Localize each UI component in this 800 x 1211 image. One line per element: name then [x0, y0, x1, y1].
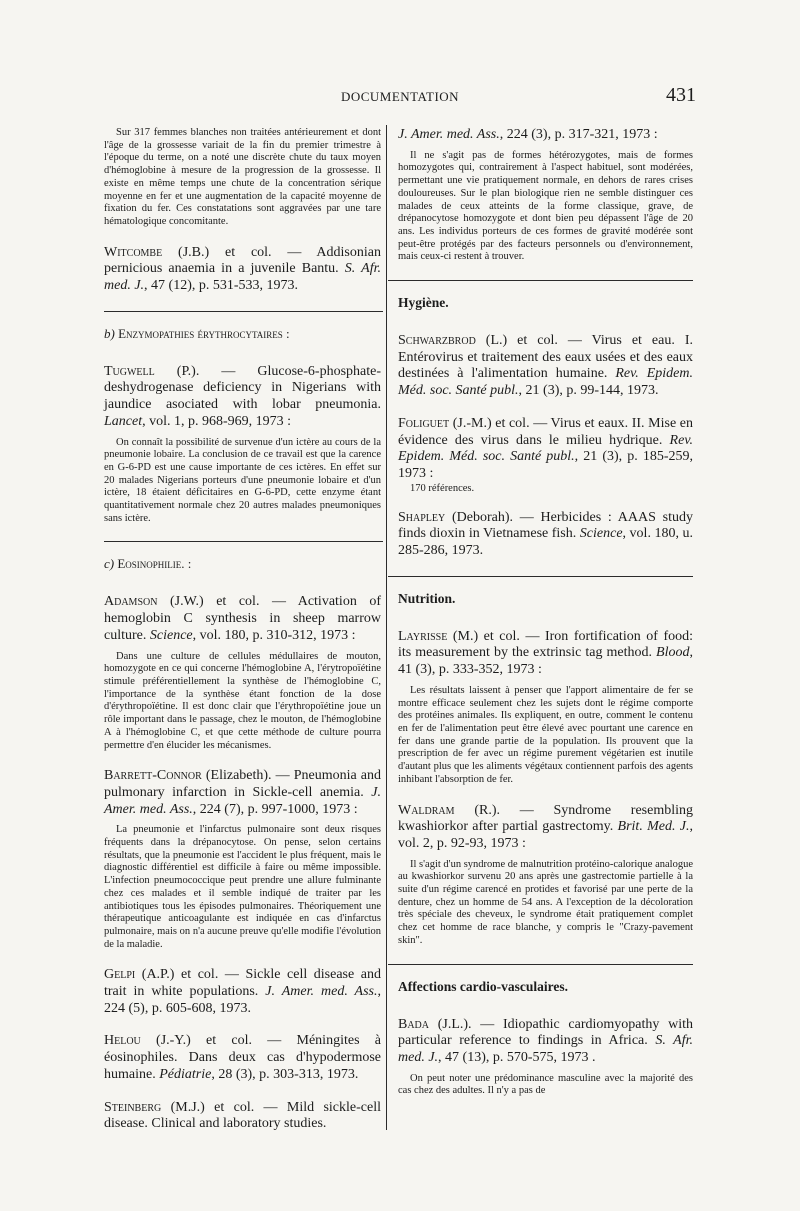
journal-name: Rev. Epidem. Méd. soc. Santé publ.: [398, 366, 693, 399]
section-title: Enzymopathies érythrocytaires :: [118, 325, 290, 341]
reference-foliguet: [398, 416, 693, 494]
reference-citation: [398, 510, 693, 560]
reference-bada: [398, 1017, 693, 1099]
author-name: Layrisse: [398, 628, 448, 644]
citation-details: , 47 (12), p. 531-533, 1973.: [144, 278, 299, 294]
author-name: Barrett-Connor: [104, 768, 202, 784]
reference-layrisse: [398, 629, 693, 787]
author-name: Shapley: [398, 509, 446, 525]
author-name: Schwarzbrod: [398, 333, 476, 349]
section-rule: [104, 541, 383, 542]
reference-citation: [398, 629, 693, 679]
author-initials: (A.P.): [135, 967, 175, 983]
author-initials: (Elizabeth).: [201, 768, 272, 784]
reference-shapley: [398, 510, 693, 560]
author-initials: (J.-M.): [449, 415, 492, 431]
reference-title: et col. — Virus et eau. I. Entérovirus et traitement des eaux usées et des eaux destinées à l'alimentation humaine.: [398, 333, 693, 382]
citation-details: , vol. 180, u. 285-286, 1973.: [398, 526, 693, 559]
running-title: DOCUMENTATION: [340, 89, 460, 104]
section-rule: [104, 311, 383, 312]
reference-citation: [398, 127, 693, 144]
section-heading-eosinophilie: [104, 556, 381, 572]
citation-details: , vol. 1, p. 968-969, 1973 :: [142, 413, 292, 429]
reference-gelpi: [104, 967, 381, 1017]
reference-count-note: 170 références.: [410, 482, 475, 494]
reference-title: et col. — Virus et eaux. II. Mise en évidence des virus dans le milieu hydrique.: [398, 415, 694, 448]
author-name: Witcombe: [104, 244, 163, 260]
intro-abstract: [104, 127, 381, 229]
author-name: Foliguet: [398, 415, 450, 431]
section-title: Eosinophilie. :: [117, 556, 192, 572]
author-name: Helou: [104, 1033, 141, 1049]
section-rule: [388, 280, 693, 281]
author-name: Bada: [398, 1016, 430, 1032]
journal-name: S. Afr. med. J.: [104, 261, 381, 294]
reference-steinberg: [104, 1100, 381, 1133]
right-column: [398, 127, 693, 1114]
author-name: Gelpi: [104, 967, 136, 983]
reference-title: — Glucose-6-phosphate-deshydrogenase deficiency in Nigerians with jaundice asociated with lobar pneumonia.: [104, 363, 381, 413]
abstract-text: Sur 317 femmes blanches non traitées antérieurement et dont l'âge de la grossesse variait de la fin du premier trimestre à l'époque du terme, on a noté une discrète chute du taux moyen d'hémoglobine à mesure de la progression de la grossesse. Il existe en même temps une chute de la concentration sérique moyenne en fer et une augmentation de la capacité moyenne de fixation du fer. Ces constatations sont aggravées par une tare hématologique concomitante.: [104, 127, 381, 227]
reference-citation: [104, 768, 381, 818]
author-initials: (P.).: [154, 363, 200, 379]
page-number: 431: [666, 84, 696, 106]
journal-name: J. Amer. med. Ass.: [265, 984, 378, 1000]
reference-citation: [104, 364, 381, 431]
left-column: [104, 127, 381, 1149]
reference-title: et col. — Addisonian pernicious anaemia in a juvenile Bantu.: [104, 244, 381, 277]
section-rule: [388, 576, 693, 577]
reference-title: et col. — Sickle cell disease and trait in white populations.: [104, 967, 381, 1000]
reference-barrett-connor: [104, 768, 381, 951]
reference-witcombe: [104, 245, 381, 295]
journal-name: Brit. Med. J.: [617, 819, 690, 835]
reference-citation: [104, 1033, 381, 1083]
author-name: Tugwell: [104, 363, 155, 379]
author-initials: (L.): [475, 333, 508, 349]
abstract-text: Il ne s'agit pas de formes hétérozygotes, mais de formes homozygotes qui, contrairement à l'aspect habituel, sont modérées, permettant une vie pratiquement normale, en dehors de rares crises douloureuses. Sur le plan biologique rien ne semble distinguer ces malades de ceux atteints de la forme classique, grave, de drépanocytose homozygote et dont bien peu dépassent l'âge de 20 ans. Les individus porteurs de ces formes de gravité modérée sont peut-être protégés par des facteurs personnels ou d'environnement, mais ceux-ci restent à trouver.: [398, 149, 693, 263]
abstract-text: On peut noter une prédominance masculine avec la majorité des cas chez des adultes. Il n'y a pas de: [398, 1072, 693, 1097]
citation-details: , 47 (13), p. 570-575, 1973 .: [438, 1049, 596, 1065]
reference-title: et col. — Activation of hemoglobin C synthesis in sheep marrow culture.: [104, 594, 381, 643]
reference-title: et col. — Méningites à éosinophiles. Dans deux cas d'hypodermose humaine.: [104, 1033, 381, 1082]
citation-details: , 224 (7), p. 997-1000, 1973 :: [192, 801, 358, 817]
author-name: Steinberg: [104, 1099, 162, 1115]
journal-name: J. Amer. med. Ass.: [104, 784, 381, 817]
journal-name: Blood: [656, 645, 690, 661]
reference-citation: [104, 594, 381, 644]
reference-title: et col. — Mild sickle-cell disease. Clinical and laboratory studies.: [104, 1099, 381, 1132]
reference-title: — Pneumonia and pulmonary infarction in Sickle-cell anemia.: [104, 768, 381, 800]
reference-title: et col. — Iron fortification of food: its measurement by the extrinsic tag method.: [398, 628, 693, 661]
abstract-text: Les résultats laissent à penser que l'apport alimentaire de fer se montre efficace seulement chez les sujets dont le régime comporte des protéines animales. Ils expliquent, en outre, comment le contenu en fer de l'alimentation peut être élevé avec pourtant une carence en fer dans une grande partie de la population. Ils prouvent que la prescription de fer avec un régime purement végétarien est inutile d'autant plus que les aliments végétaux contiennent parfois des agents inhibant l'absorption de fer.: [398, 684, 693, 785]
reference-citation: [104, 1100, 381, 1133]
section-rule: [388, 964, 693, 965]
reference-adamson: [104, 594, 381, 752]
column-divider: [386, 125, 387, 1130]
reference-tugwell: [104, 364, 381, 526]
reference-title: — Herbicides : AAAS study finds dioxin in Vietnamese fish.: [398, 509, 693, 542]
journal-name: Pédiatrie: [159, 1066, 212, 1082]
journal-name: Science: [579, 526, 623, 542]
journal-name: Rev. Epidem. Méd. soc. Santé publ.: [398, 432, 693, 465]
reference-citation: [104, 245, 381, 295]
citation-details: , 224 (5), p. 605-608, 1973.: [104, 984, 381, 1016]
author-initials: (M.): [447, 628, 479, 644]
journal-name: Science: [149, 627, 193, 643]
section-heading-hygiene: Hygiène.: [398, 295, 449, 311]
reference-steinberg-continued: [398, 127, 693, 264]
reference-waldram: [398, 803, 693, 948]
journal-name: Lancet: [104, 413, 143, 429]
author-initials: (J.-Y.): [140, 1033, 191, 1049]
section-heading-enzymopathies: [104, 326, 381, 342]
author-initials: (J.W.): [157, 594, 204, 610]
section-heading-cardio-vasculaires: Affections cardio-vasculaires.: [398, 978, 568, 994]
author-initials: (J.L.).: [429, 1016, 472, 1032]
section-heading-nutrition: Nutrition.: [398, 590, 456, 606]
author-initials: (Deborah).: [445, 509, 514, 525]
journal-name: J. Amer. med. Ass.: [398, 127, 500, 142]
section-letter: c): [104, 556, 115, 572]
author-initials: (J.B.): [162, 244, 210, 260]
section-letter: b): [104, 325, 115, 341]
author-initials: (R.).: [454, 802, 500, 818]
reference-title: — Syndrome resembling kwashiorkor after partial gastrectomy.: [398, 802, 693, 835]
journal-name: S. Afr. med. J.: [398, 1033, 693, 1065]
reference-citation: [398, 416, 693, 483]
citation-details: , 21 (3), p. 99-144, 1973.: [518, 383, 659, 399]
reference-citation: [104, 967, 381, 1017]
reference-citation: [398, 1017, 693, 1067]
citation-details: , 28 (3), p. 303-313, 1973.: [211, 1066, 359, 1082]
reference-schwarzbrod: [398, 333, 693, 400]
abstract-text: La pneumonie et l'infarctus pulmonaire sont deux risques fréquents dans la drépanocytose. On pense, selon certains résultats, que la pneumonie est l'accident le plus fréquent, mais le diagnostic différentiel est difficile à faire ou même impossible. L'infection pneumococcique peut prendre une allure fulminante chez ces malades et il semble indiqué de traiter par les antibiotiques tous les épisodes pulmonaires. Théoriquement une thérapeutique anticoagulante est indiquée en cas d'infarctus pulmonaire, mais on n'a aucune preuve qu'elle modifie l'évolution de la maladie.: [104, 824, 381, 950]
reference-helou: [104, 1033, 381, 1083]
reference-title: — Idiopathic cardiomyopathy with particular reference to findings in Africa.: [398, 1016, 693, 1049]
abstract-text: Dans une culture de cellules médullaires de mouton, homozygote en ce qui concerne l'hémoglobine A, l'érytropoïétine stimule préférentiellement la synthèse de l'hémoglobine C, l'importance de la synthèse étant fonction de la dose d'érythropoïétine. Il est donc clair que l'érythropoïétine joue un rôle important dans le passage, chez le mouton, de l'hémoglobine A à l'hémoglobine C, et que cette méthode de culture pourra permettre d'en élucider les mécanismes.: [104, 650, 381, 751]
citation-details: , vol. 180, p. 310-312, 1973 :: [192, 627, 356, 643]
citation-details: , vol. 2, p. 92-93, 1973 :: [398, 819, 693, 851]
citation-details: , 41 (3), p. 333-352, 1973 :: [398, 645, 693, 678]
abstract-text: On connaît la possibilité de survenue d'un ictère au cours de la pneumonie lobaire. La conclusion de ce travail est que la carence en G-6-PD est une cause importante de ces ictères. En effet sur 20 malades Nigerians porteurs d'une pneumonie lobaire et d'un ictère, 18 étaient déficitaires en G-6-PD, cette enzyme étant quantitativement normale chez 20 autres malades pneumoniques sans ictère.: [104, 436, 381, 524]
citation-details: , 224 (3), p. 317-321, 1973 :: [499, 127, 658, 142]
reference-citation: [398, 803, 693, 853]
abstract-text: Il s'agit d'un syndrome de malnutrition protéino-calorique analogue au kwashiorkor survenu 20 ans après une gastrectomie partielle à la suite d'un régime carencé en protides et favorisé par une perte de la denture, chez un homme de 54 ans. A l'exception de la décoloration très spéciale des cheveux, le syndrome était pratiquement complet chez cet homme de race blanche, y compris le "Crazy-pavement skin".: [398, 858, 693, 946]
citation-details: , 21 (3), p. 185-259, 1973 :: [398, 449, 693, 481]
author-name: Adamson: [104, 594, 158, 610]
reference-citation: [398, 333, 693, 400]
author-name: Waldram: [398, 802, 455, 818]
author-initials: (M.J.): [161, 1099, 205, 1115]
